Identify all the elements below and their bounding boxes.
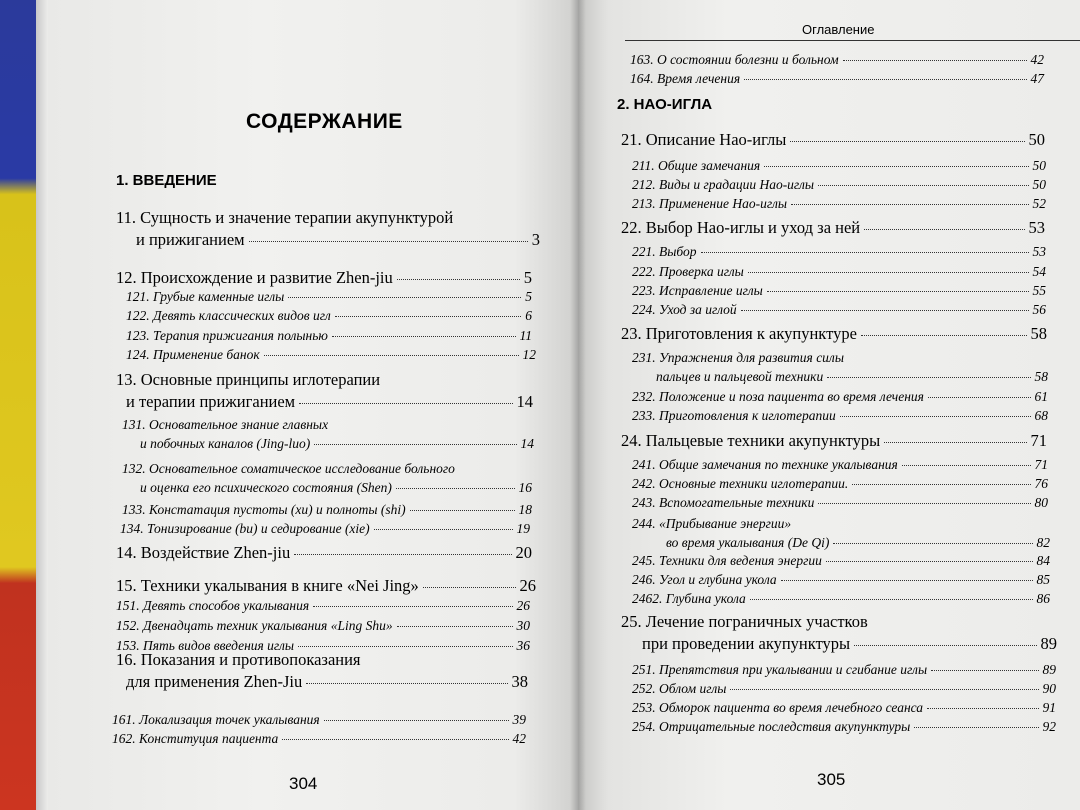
toc-chapter-entry[interactable] xyxy=(621,218,1045,238)
toc-entry-title-line1: 16. Показания и противопоказания xyxy=(116,650,361,669)
toc-page-ref: 89 xyxy=(1042,662,1056,677)
toc-page-ref: 52 xyxy=(1032,196,1046,211)
toc-subsection-entry[interactable] xyxy=(632,389,1048,405)
toc-entry-title: 221. Выбор xyxy=(632,244,697,259)
toc-page-ref: 89 xyxy=(1040,634,1057,653)
toc-entry-title-line1: 132. Основательное соматическое исследование больного xyxy=(122,461,455,476)
toc-page-ref: 3 xyxy=(531,230,540,249)
toc-entry-title: 153. Пять видов введения иглы xyxy=(116,638,295,653)
toc-subsection-entry[interactable] xyxy=(630,52,1044,68)
right-page-number: 305 xyxy=(817,770,846,789)
toc-entry-title: 12. Происхождение и развитие Zhen-jiu xyxy=(116,268,393,287)
toc-subsection-entry[interactable] xyxy=(140,480,532,496)
toc-page-ref: 39 xyxy=(512,712,526,727)
toc-entry-title: и прижиганием xyxy=(136,230,245,249)
toc-chapter-entry[interactable] xyxy=(116,268,532,288)
toc-subsection-entry[interactable] xyxy=(632,196,1046,212)
toc-subsection-entry[interactable] xyxy=(632,476,1048,492)
toc-entry-title-line1: 11. Сущность и значение терапии акупунктурой xyxy=(116,208,454,227)
leader-dots xyxy=(840,415,1031,417)
toc-entry-title: 162. Конституция пациента xyxy=(112,731,279,746)
leader-dots xyxy=(827,376,1030,378)
toc-chapter-entry[interactable] xyxy=(136,230,540,250)
section-heading-nao-needle: 2. НАО-ИГЛА xyxy=(617,96,713,113)
leader-dots xyxy=(294,553,511,555)
toc-page-ref: 26 xyxy=(516,598,530,613)
toc-page-ref: 11 xyxy=(519,328,532,343)
leader-dots xyxy=(818,502,1030,504)
leader-dots xyxy=(306,682,507,684)
toc-entry-title: 123. Терапия прижигания полынью xyxy=(126,328,328,343)
leader-dots xyxy=(332,335,516,337)
leader-dots xyxy=(902,464,1031,466)
left-page-number: 304 xyxy=(289,774,318,793)
leader-dots xyxy=(826,560,1033,562)
toc-entry-title-line1: 13. Основные принципы иглотерапии xyxy=(116,370,381,389)
toc-page-ref: 71 xyxy=(1034,457,1048,472)
toc-page-ref: 38 xyxy=(511,672,528,691)
toc-entry-title-line1: 244. «Прибывание энергии» xyxy=(632,516,792,531)
toc-entry-title: 15. Техники укалывания в книге «Nei Jing» xyxy=(116,576,419,595)
toc-entry-title: 224. Уход за иглой xyxy=(632,302,737,317)
toc-page-ref: 58 xyxy=(1030,324,1047,343)
leader-dots xyxy=(741,309,1029,311)
toc-subsection-entry[interactable] xyxy=(126,347,536,363)
toc-subsection-entry[interactable] xyxy=(112,712,526,728)
leader-dots xyxy=(884,441,1026,443)
toc-page-ref: 12 xyxy=(522,347,536,362)
toc-entry-title: 21. Описание Нао-иглы xyxy=(621,130,787,149)
toc-entry-title-line1: 25. Лечение пограничных участков xyxy=(621,612,868,631)
toc-subsection-entry[interactable] xyxy=(632,408,1048,424)
toc-subsection-entry[interactable] xyxy=(632,591,1050,607)
toc-page-ref: 50 xyxy=(1032,177,1046,192)
leader-dots xyxy=(313,605,512,607)
toc-entry-title: 232. Положение и поза пациента во время лечения xyxy=(632,389,924,404)
leader-dots xyxy=(335,315,521,317)
leader-dots xyxy=(299,402,512,404)
toc-entry-title: 14. Воздействие Zhen-jiu xyxy=(116,543,291,562)
toc-chapter-entry[interactable] xyxy=(621,324,1047,344)
leader-dots xyxy=(288,296,521,298)
toc-page-ref: 53 xyxy=(1032,244,1046,259)
toc-subsection-entry[interactable] xyxy=(656,369,1048,385)
toc-chapter-entry[interactable] xyxy=(621,130,1045,150)
book-spine-edge xyxy=(0,0,40,810)
leader-dots xyxy=(701,251,1029,253)
toc-page-ref: 18 xyxy=(518,502,532,517)
toc-page-ref: 86 xyxy=(1036,591,1050,606)
toc-page-ref: 47 xyxy=(1030,71,1044,86)
toc-subsection-entry[interactable] xyxy=(666,535,1050,551)
toc-subsection-entry[interactable] xyxy=(632,495,1048,511)
toc-entry-title-line1: 131. Основательное знание главных xyxy=(122,417,329,432)
toc-subsection-entry[interactable] xyxy=(126,328,532,344)
toc-entry-title: 243. Вспомогательные техники xyxy=(632,495,815,510)
leader-dots xyxy=(818,184,1028,186)
toc-subsection-entry[interactable] xyxy=(632,681,1056,697)
toc-entry-title: 251. Препятствия при укалывании и сгибание иглы xyxy=(632,662,928,677)
toc-entry-title: 23. Приготовления к акупунктуре xyxy=(621,324,857,343)
toc-entry-title: 241. Общие замечания по технике укалывания xyxy=(632,457,898,472)
toc-page-ref: 5 xyxy=(523,268,532,287)
toc-entry-title: и терапии прижиганием xyxy=(126,392,296,411)
toc-subsection-entry[interactable] xyxy=(122,502,532,518)
toc-entry-title: 233. Приготовления к иглотерапии xyxy=(632,408,836,423)
toc-chapter-entry[interactable] xyxy=(116,576,536,596)
toc-page-ref: 14 xyxy=(520,436,534,451)
leader-dots xyxy=(410,509,515,511)
toc-chapter-entry[interactable] xyxy=(116,543,532,563)
toc-subsection-entry[interactable] xyxy=(632,700,1056,716)
toc-subsection-entry[interactable] xyxy=(140,436,534,452)
leader-dots xyxy=(927,707,1038,709)
toc-page-ref: 50 xyxy=(1028,130,1045,149)
toc-entry-title: пальцев и пальцевой техники xyxy=(656,369,824,384)
toc-entry-title: 121. Грубые каменные иглы xyxy=(126,289,285,304)
toc-page-ref: 82 xyxy=(1036,535,1050,550)
toc-subsection-entry[interactable] xyxy=(126,308,532,324)
toc-page-ref: 26 xyxy=(519,576,536,595)
toc-page-ref: 14 xyxy=(516,392,533,411)
toc-page-ref: 80 xyxy=(1034,495,1048,510)
toc-page-ref: 91 xyxy=(1042,700,1056,715)
toc-entry-title: 124. Применение банок xyxy=(126,347,260,362)
leader-dots xyxy=(781,579,1033,581)
leader-dots xyxy=(914,726,1038,728)
toc-subsection-entry[interactable] xyxy=(632,662,1056,678)
toc-subsection-entry[interactable] xyxy=(116,618,530,634)
leader-dots xyxy=(833,542,1032,544)
leader-dots xyxy=(423,586,516,588)
toc-page-ref: 56 xyxy=(1032,302,1046,317)
leader-dots xyxy=(764,165,1028,167)
running-header: Оглавление xyxy=(802,22,875,37)
leader-dots xyxy=(397,625,513,627)
toc-entry-title: 24. Пальцевые техники акупунктуры xyxy=(621,431,881,450)
toc-subsection-entry[interactable] xyxy=(632,302,1046,318)
toc-entry-title: при проведении акупунктуры xyxy=(642,634,851,653)
leader-dots xyxy=(843,59,1027,61)
leader-dots xyxy=(324,719,509,721)
toc-page-ref: 76 xyxy=(1034,476,1048,491)
toc-page-ref: 71 xyxy=(1030,431,1047,450)
toc-page-ref: 84 xyxy=(1036,553,1050,568)
toc-page-ref: 53 xyxy=(1028,218,1045,237)
toc-subsection-entry[interactable] xyxy=(630,71,1044,87)
header-rule xyxy=(625,40,1080,41)
toc-entry-title: 161. Локализация точек укалывания xyxy=(112,712,320,727)
toc-entry-title: 163. О состоянии болезни и больном xyxy=(630,52,839,67)
leader-dots xyxy=(282,738,508,740)
toc-entry-title: 213. Применение Нао-иглы xyxy=(632,196,787,211)
toc-entry-title: 253. Обморок пациента во время лечебного сеанса xyxy=(632,700,924,715)
toc-entry-title: 152. Двенадцать техник укалывания «Ling Shu» xyxy=(116,618,393,633)
toc-chapter-entry[interactable] xyxy=(621,431,1047,451)
toc-subsection-entry[interactable] xyxy=(632,158,1046,174)
toc-subsection-entry[interactable] xyxy=(112,731,526,747)
leader-dots xyxy=(928,396,1031,398)
leader-dots xyxy=(854,644,1036,646)
toc-entry-title: 246. Угол и глубина укола xyxy=(632,572,777,587)
toc-page-ref: 50 xyxy=(1032,158,1046,173)
toc-entry-title: 122. Девять классических видов игл xyxy=(126,308,331,323)
toc-page-ref: 55 xyxy=(1032,283,1046,298)
toc-chapter-entry[interactable] xyxy=(126,392,533,412)
toc-entry-title: 151. Девять способов укалывания xyxy=(116,598,310,613)
leader-dots xyxy=(931,669,1038,671)
toc-entry-title: во время укалывания (De Qi) xyxy=(666,535,830,550)
leader-dots xyxy=(264,354,519,356)
toc-subsection-entry[interactable] xyxy=(120,521,530,537)
toc-entry-title-line1: 231. Упражнения для развития силы xyxy=(632,350,844,365)
leader-dots xyxy=(748,271,1029,273)
leader-dots xyxy=(864,228,1024,230)
toc-page-ref: 19 xyxy=(516,521,530,536)
toc-subsection-entry[interactable] xyxy=(632,283,1046,299)
toc-subsection-entry[interactable] xyxy=(126,289,532,305)
toc-page-ref: 6 xyxy=(525,308,532,323)
toc-page-ref: 16 xyxy=(518,480,532,495)
toc-subsection-entry[interactable] xyxy=(116,598,530,614)
toc-page-ref: 90 xyxy=(1042,681,1056,696)
toc-subsection-entry[interactable] xyxy=(632,572,1050,588)
toc-page-ref: 20 xyxy=(515,543,532,562)
toc-page-ref: 85 xyxy=(1036,572,1050,587)
toc-entry-title: 242. Основные техники иглотерапии. xyxy=(632,476,849,491)
leader-dots xyxy=(750,598,1033,600)
toc-entry-title: и побочных каналов (Jing-luo) xyxy=(140,436,311,451)
toc-entry-title: 212. Виды и градации Нао-иглы xyxy=(632,177,815,192)
leader-dots xyxy=(767,290,1029,292)
toc-subsection-entry[interactable] xyxy=(632,264,1046,280)
toc-subsection-entry[interactable] xyxy=(632,244,1046,260)
toc-subsection-entry[interactable] xyxy=(632,719,1056,735)
toc-entry-title: 133. Констатация пустоты (xu) и полноты (shi) xyxy=(122,502,406,517)
leader-dots xyxy=(314,443,516,445)
leader-dots xyxy=(861,334,1027,336)
toc-page-ref: 68 xyxy=(1034,408,1048,423)
leader-dots xyxy=(397,278,520,280)
leader-dots xyxy=(374,528,513,530)
toc-entry-title: 2462. Глубина укола xyxy=(632,591,746,606)
section-heading-introduction: 1. ВВЕДЕНИЕ xyxy=(116,172,217,189)
toc-entry-title: 211. Общие замечания xyxy=(632,158,761,173)
toc-entry-title: 254. Отрицательные последствия акупунктуры xyxy=(632,719,911,734)
toc-page-ref: 42 xyxy=(1030,52,1044,67)
book-gutter xyxy=(570,0,586,810)
toc-page-ref: 61 xyxy=(1034,389,1048,404)
toc-page-ref: 58 xyxy=(1034,369,1048,384)
toc-page-ref: 5 xyxy=(525,289,532,304)
toc-page-ref: 54 xyxy=(1032,264,1046,279)
toc-entry-title: 222. Проверка иглы xyxy=(632,264,744,279)
leader-dots xyxy=(730,688,1038,690)
toc-entry-title: 164. Время лечения xyxy=(630,71,741,86)
toc-entry-title: для применения Zhen-Jiu xyxy=(126,672,303,691)
toc-entry-title: 134. Тонизирование (bu) и седирование (xie) xyxy=(120,521,370,536)
toc-entry-title: 245. Техники для ведения энергии xyxy=(632,553,822,568)
leader-dots xyxy=(249,240,528,242)
leader-dots xyxy=(791,203,1029,205)
toc-subsection-entry[interactable] xyxy=(632,553,1050,569)
toc-page-ref: 92 xyxy=(1042,719,1056,734)
leader-dots xyxy=(790,140,1024,142)
toc-entry-title: и оценка его психического состояния (Shen) xyxy=(140,480,392,495)
toc-chapter-entry[interactable] xyxy=(126,672,528,692)
leader-dots xyxy=(298,645,512,647)
contents-title: СОДЕРЖАНИЕ xyxy=(246,110,403,133)
leader-dots xyxy=(744,78,1026,80)
leader-dots xyxy=(396,487,515,489)
toc-chapter-entry[interactable] xyxy=(642,634,1057,654)
toc-page-ref: 42 xyxy=(512,731,526,746)
toc-page-ref: 36 xyxy=(516,638,530,653)
toc-entry-title: 22. Выбор Нао-иглы и уход за ней xyxy=(621,218,861,237)
toc-entry-title: 223. Исправление иглы xyxy=(632,283,763,298)
toc-subsection-entry[interactable] xyxy=(632,457,1048,473)
toc-subsection-entry[interactable] xyxy=(632,177,1046,193)
toc-entry-title: 252. Облом иглы xyxy=(632,681,727,696)
toc-page-ref: 30 xyxy=(516,618,530,633)
leader-dots xyxy=(852,483,1030,485)
